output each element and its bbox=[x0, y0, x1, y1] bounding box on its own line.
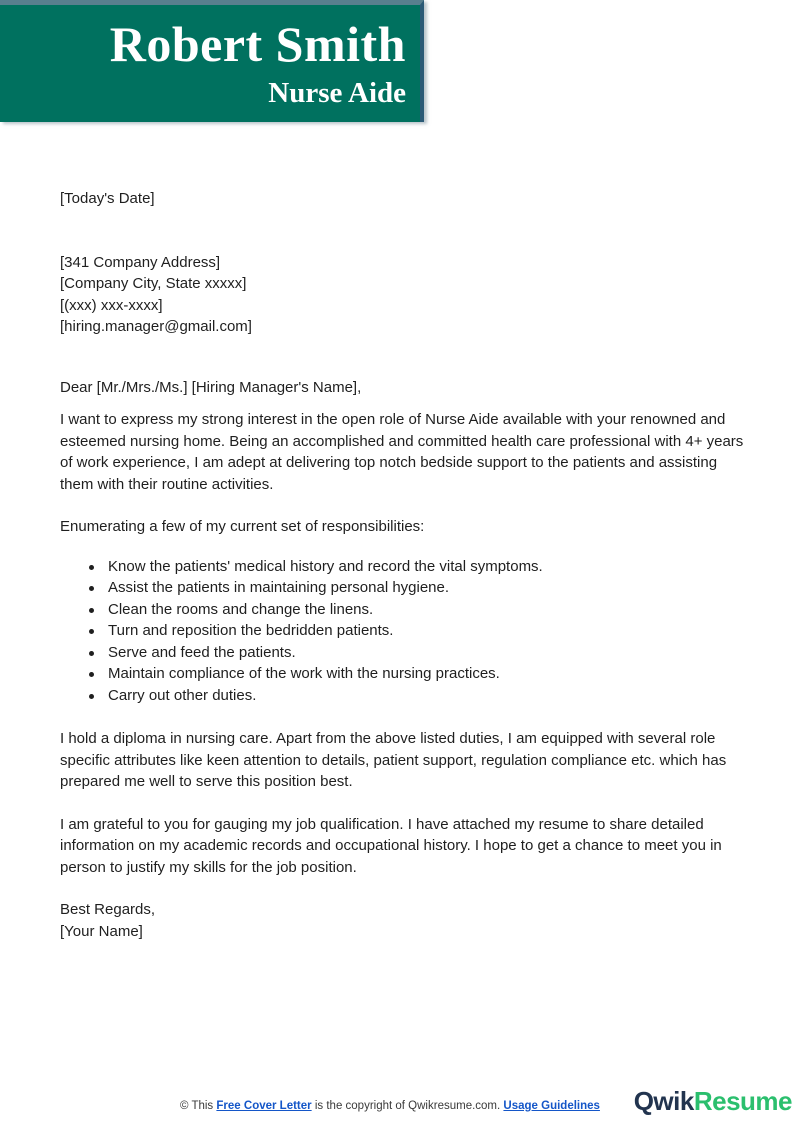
address-line: [341 Company Address] bbox=[60, 253, 221, 271]
salutation: Dear [Mr./Mrs./Ms.] [Hiring Manager's Name], bbox=[60, 378, 362, 396]
qualifications-paragraph: I hold a diploma in nursing care. Apart from the above listed duties, I am equipped with several role specific attributes like keen attention to details, patient support, regulation compliance etc. which has prepared me well to serve this position best. bbox=[60, 730, 727, 790]
copyright-middle: is the copyright of Qwikresume.com. bbox=[314, 1100, 501, 1112]
cover-letter-body bbox=[60, 0, 750, 942]
list-item: Maintain compliance of the work with the nursing practices. bbox=[60, 663, 750, 685]
logo-part-qwik: Qwik bbox=[633, 1086, 694, 1116]
list-item: Turn and reposition the bedridden patients. bbox=[60, 620, 750, 642]
company-address-block bbox=[60, 252, 750, 338]
usage-guidelines-link[interactable]: Usage Guidelines bbox=[503, 1100, 600, 1112]
list-item: Assist the patients in maintaining personal hygiene. bbox=[60, 577, 750, 599]
signature-placeholder: [Your Name] bbox=[60, 922, 143, 940]
address-line: [Company City, State xxxxx] bbox=[60, 275, 247, 292]
list-item: Carry out other duties. bbox=[60, 685, 750, 707]
signoff: Best Regards, bbox=[60, 901, 156, 918]
responsibilities-lead: Enumerating a few of my current set of responsibilities: bbox=[60, 518, 425, 535]
candidate-name: Robert Smith bbox=[109, 16, 406, 72]
logo-part-resume: Resume bbox=[693, 1086, 792, 1116]
footer-copyright bbox=[180, 1100, 600, 1112]
list-item: Know the patients' medical history and record the vital symptoms. bbox=[60, 556, 750, 578]
free-cover-letter-link[interactable]: Free Cover Letter bbox=[216, 1100, 312, 1112]
list-item: Clean the rooms and change the linens. bbox=[60, 599, 750, 621]
closing-paragraph: I am grateful to you for gauging my job qualification. I have attached my resume to share detailed information on my academic records and occupational history. I hope to get a chance to meet you in person to justify my skills for the job position. bbox=[60, 815, 722, 876]
date-placeholder: [Today's Date] bbox=[60, 190, 155, 207]
intro-paragraph: I want to express my strong interest in the open role of Nurse Aide available with your renowned and esteemed nursing home. Being an accomplished and committed health care professional with 4+ years of work experience, I am adept at delivering top notch bedside support to the patients and assisting them with their routine activities. bbox=[60, 411, 744, 493]
candidate-role: Nurse Aide bbox=[268, 77, 406, 109]
copyright-prefix: © This bbox=[180, 1100, 214, 1112]
responsibilities-list bbox=[60, 556, 750, 707]
address-line: [hiring.manager@gmail.com] bbox=[60, 318, 252, 335]
qwikresume-logo[interactable] bbox=[634, 1086, 792, 1117]
address-line: [(xxx) xxx-xxxx] bbox=[60, 296, 163, 314]
list-item: Serve and feed the patients. bbox=[60, 642, 750, 664]
